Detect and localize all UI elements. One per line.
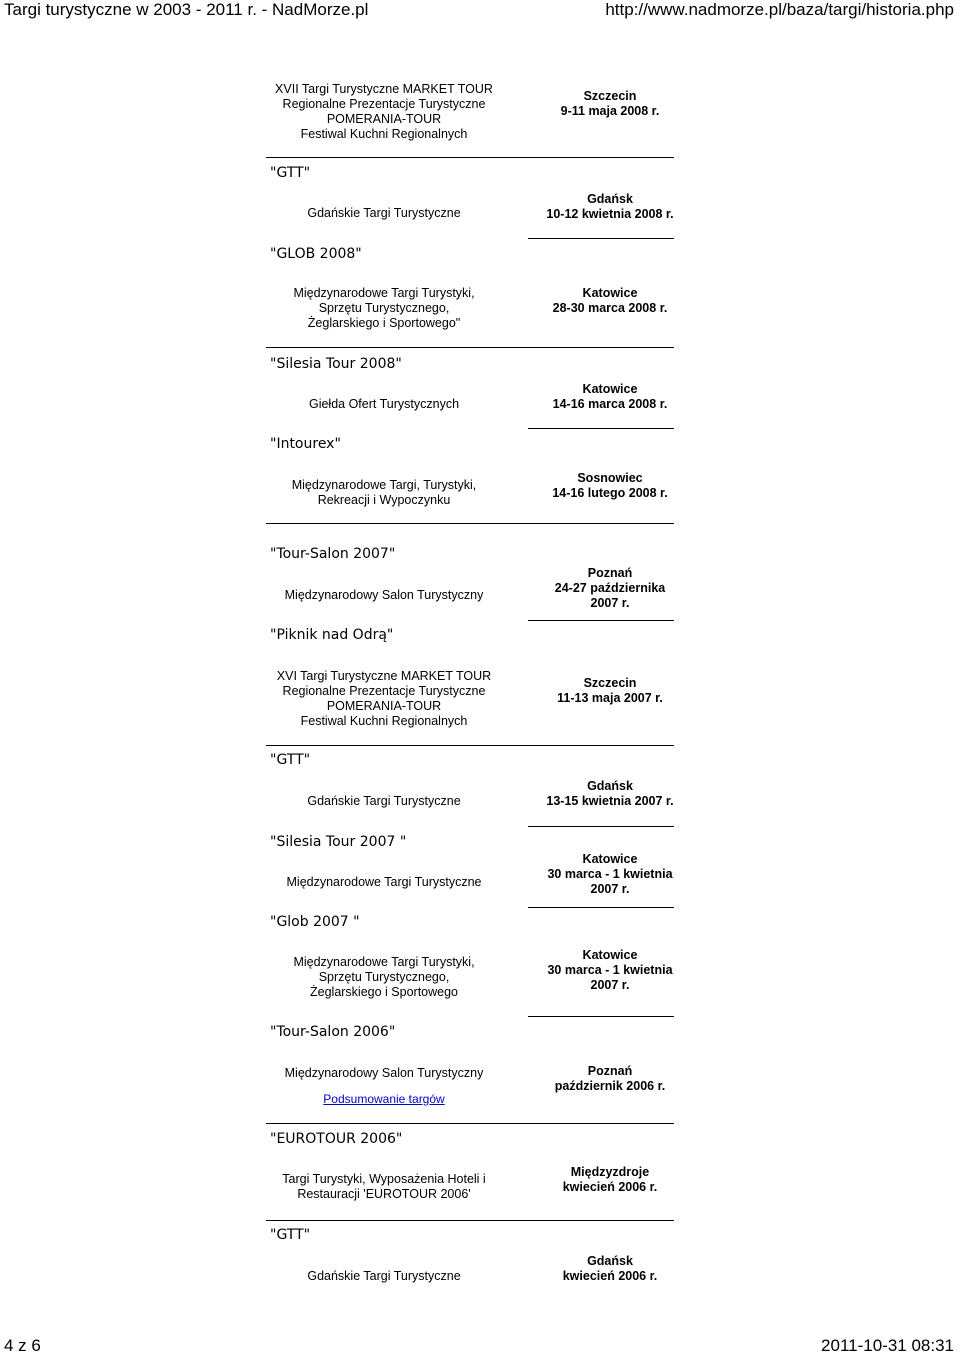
page-footer-page-number: 4 z 6	[4, 1336, 41, 1355]
divider	[528, 428, 674, 429]
event-title: "Silesia Tour 2008"	[270, 356, 402, 372]
event-location	[540, 1254, 680, 1284]
event-description	[268, 1172, 500, 1202]
location-date: 30 marca - 1 kwietnia	[547, 867, 673, 881]
event-title: "GTT"	[270, 1227, 311, 1243]
description-line: Żeglarskiego i Sportowego	[310, 985, 458, 999]
event-description	[268, 206, 500, 221]
location-city: Gdańsk	[587, 779, 633, 793]
description-line: Międzynarodowe Targi Turystyczne	[286, 875, 482, 889]
location-city: Szczecin	[583, 676, 637, 690]
location-city: Sosnowiec	[577, 471, 643, 485]
description-line: Międzynarodowe Targi, Turystyki,	[291, 478, 477, 492]
location-year: 2007 r.	[590, 596, 630, 610]
event-location	[540, 192, 680, 222]
location-year: 2007 r.	[590, 882, 630, 896]
event-description	[268, 397, 500, 412]
location-date: 30 marca - 1 kwietnia	[547, 963, 673, 977]
event-location	[540, 1064, 680, 1094]
description-line: Rekreacji i Wypoczynku	[317, 493, 451, 507]
event-title: "GTT"	[270, 752, 311, 768]
location-city: Poznań	[587, 1064, 633, 1078]
description-line: Regionalne Prezentacje Turystyczne	[282, 97, 486, 111]
description-line: Regionalne Prezentacje Turystyczne	[282, 684, 486, 698]
event-description	[268, 669, 500, 729]
event-location	[540, 948, 680, 993]
divider	[528, 907, 674, 908]
event-title: "Tour-Salon 2006"	[270, 1024, 396, 1040]
description-line: Międzynarodowy Salon Turystyczny	[284, 588, 484, 602]
event-description	[268, 1066, 500, 1081]
location-city: Poznań	[587, 566, 633, 580]
location-city: Gdańsk	[587, 1254, 633, 1268]
event-title: "Silesia Tour 2007 "	[270, 834, 407, 850]
event-title: "Glob 2007 "	[270, 914, 360, 930]
location-date: kwiecień 2006 r.	[562, 1269, 658, 1283]
location-date: 10-12 kwietnia 2008 r.	[546, 207, 674, 221]
location-date: kwiecień 2006 r.	[562, 1180, 658, 1194]
divider	[266, 347, 674, 348]
description-line: Żeglarskiego i Sportowego"	[307, 316, 461, 330]
event-location	[540, 779, 680, 809]
event-location	[540, 852, 680, 897]
location-date: 11-13 maja 2007 r.	[557, 691, 663, 705]
page-footer-datetime: 2011-10-31 08:31	[821, 1336, 954, 1355]
description-line: Restauracji 'EUROTOUR 2006'	[297, 1187, 471, 1201]
divider	[266, 157, 674, 158]
event-description	[268, 875, 500, 890]
divider	[266, 1220, 674, 1221]
divider	[266, 745, 674, 746]
description-line: POMERANIA-TOUR	[326, 699, 442, 713]
event-location	[540, 676, 680, 706]
event-title: "Piknik nad Odrą"	[270, 627, 394, 643]
divider	[528, 238, 674, 239]
location-date: 14-16 marca 2008 r.	[552, 397, 668, 411]
event-title: "Intourex"	[270, 436, 341, 452]
description-line: Międzynarodowy Salon Turystyczny	[284, 1066, 484, 1080]
location-city: Szczecin	[583, 89, 637, 103]
event-location	[540, 566, 680, 611]
location-date: 24-27 października	[554, 581, 666, 595]
description-line: XVI Targi Turystyczne MARKET TOUR	[276, 669, 492, 683]
location-date: 28-30 marca 2008 r.	[552, 301, 668, 315]
event-title: "GLOB 2008"	[270, 246, 362, 262]
location-city: Międzyzdroje	[570, 1165, 650, 1179]
description-line: Gdańskie Targi Turystyczne	[307, 206, 461, 220]
divider	[528, 620, 674, 621]
event-location	[540, 89, 680, 119]
location-city: Katowice	[582, 852, 638, 866]
event-link-wrapper	[268, 1092, 500, 1107]
summary-link[interactable]: Podsumowanie targów	[323, 1092, 445, 1106]
location-date: 14-16 lutego 2008 r.	[552, 486, 668, 500]
description-line: Gdańskie Targi Turystyczne	[307, 794, 461, 808]
description-line: Międzynarodowe Targi Turystyki,	[293, 955, 475, 969]
location-city: Katowice	[582, 948, 638, 962]
event-location	[540, 471, 680, 501]
divider	[266, 1123, 674, 1124]
description-line: Gdańskie Targi Turystyczne	[307, 1269, 461, 1283]
event-title: "EUROTOUR 2006"	[270, 1131, 403, 1147]
location-date: październik 2006 r.	[554, 1079, 666, 1093]
event-location	[540, 1165, 680, 1195]
description-line: Sprzętu Turystycznego,	[318, 970, 450, 984]
location-city: Katowice	[582, 286, 638, 300]
description-line: Festiwal Kuchni Regionalnych	[300, 127, 468, 141]
description-line: Sprzętu Turystycznego,	[318, 301, 450, 315]
event-description	[268, 82, 500, 142]
event-description	[268, 588, 500, 603]
description-line: Festiwal Kuchni Regionalnych	[300, 714, 468, 728]
event-title: "GTT"	[270, 165, 311, 181]
description-line: Targi Turystyki, Wyposażenia Hoteli i	[282, 1172, 486, 1186]
location-date: 9-11 maja 2008 r.	[560, 104, 660, 118]
page-header-url: http://www.nadmorze.pl/baza/targi/historia.php	[605, 0, 954, 19]
description-line: Giełda Ofert Turystycznych	[308, 397, 460, 411]
page-header-title: Targi turystyczne w 2003 - 2011 r. - NadMorze.pl	[4, 0, 369, 19]
event-description	[268, 955, 500, 1000]
divider	[528, 1016, 674, 1017]
description-line: POMERANIA-TOUR	[326, 112, 442, 126]
event-description	[268, 286, 500, 331]
description-line: Międzynarodowe Targi Turystyki,	[293, 286, 475, 300]
event-description	[268, 1269, 500, 1284]
event-description	[268, 478, 500, 508]
description-line: XVII Targi Turystyczne MARKET TOUR	[275, 82, 493, 96]
event-title: "Tour-Salon 2007"	[270, 546, 396, 562]
location-city: Katowice	[582, 382, 638, 396]
location-city: Gdańsk	[587, 192, 633, 206]
event-description	[268, 794, 500, 809]
location-date: 13-15 kwietnia 2007 r.	[546, 794, 674, 808]
event-location	[540, 382, 680, 412]
divider	[528, 826, 674, 827]
location-year: 2007 r.	[590, 978, 630, 992]
event-location	[540, 286, 680, 316]
divider	[266, 523, 674, 524]
